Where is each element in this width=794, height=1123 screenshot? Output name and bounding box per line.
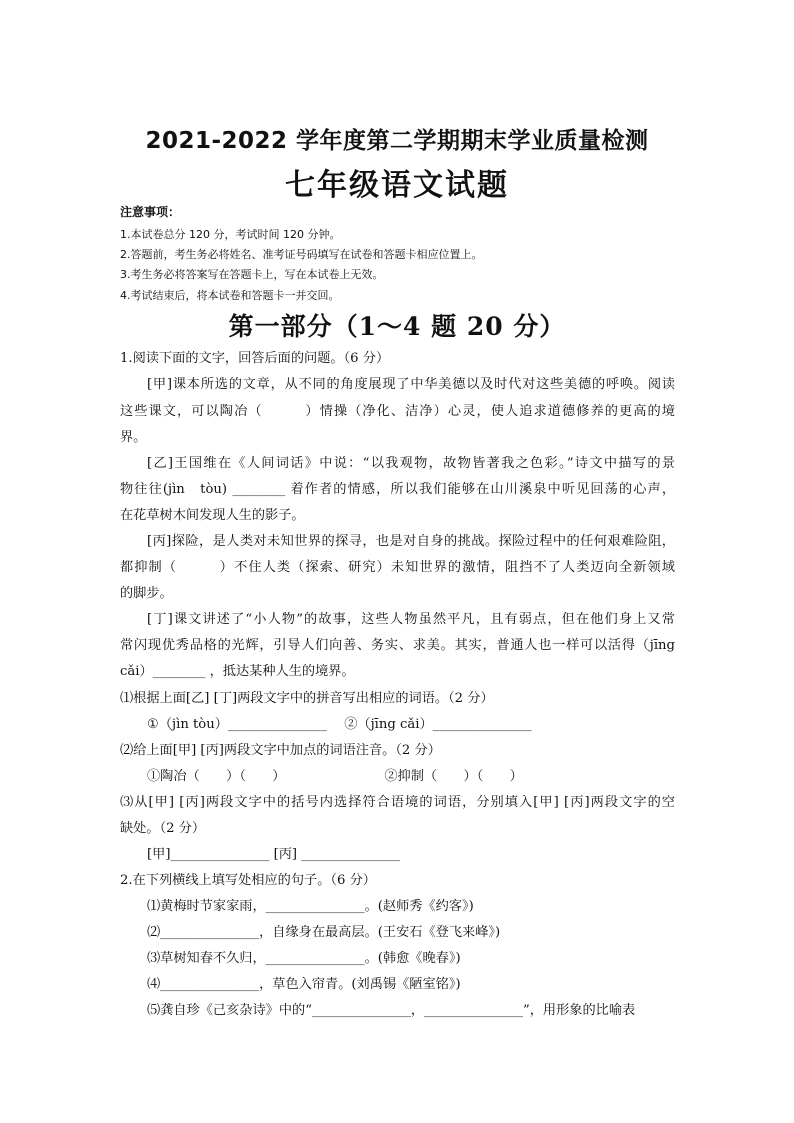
passage-line: [丁]课文讲述了“小人物”的故事，这些人物虽然平凡，且有弱点，但在他们身上又常 [147,612,675,627]
question-1-stem: 1.阅读下面的文字，回答后面的问题。（6 分） [120,351,390,366]
notes-heading: 注意事项： [120,205,181,219]
poem-fill-line: ⑸龚自珍《己亥杂诗》中的“_______________，_______________”，用形象的比喻表 [147,1003,636,1018]
note-item: 2.答题前，考生务必将姓名、准考证号码填写在试卷和答题卡相应位置上。 [120,248,483,261]
passage-line: 物往往(jìn tòu) ________ 着作者的情感，所以我们能够在山川溪泉中听见回荡的心声， [120,482,675,497]
passage-line: 常闪现优秀品格的光辉，引导人们向善、务实、求美。其实，普通人也一样可以活得（jīng [120,638,675,653]
passage-line: 在花草树木间发现人生的影子。 [120,508,305,523]
sub-question: ⑴根据上面[乙] [丁]两段文字中的拼音写出相应的词语。（2 分） [120,691,494,706]
answer-line: [甲]_______________ [丙] _______________ [147,847,401,862]
poem-fill-line: ⑴黄梅时节家家雨，_______________。(赵师秀《约客》) [147,899,474,914]
note-item: 4.考试结束后，将本试卷和答题卡一并交回。 [120,289,340,302]
answer-line: ①陶冶（ ）（ ） ②抑制（ ）（ ） [147,769,523,784]
exam-subtitle: 七年级语文试题 [285,168,509,203]
answer-line: ①（jìn tòu）_______________ ②（jīng cǎi）_______________ [147,717,532,732]
passage-line: 这些课文，可以陶冶（ ）情操（净化、洁净）心灵，使人追求道德修养的更高的境 [120,404,675,419]
passage-line: [丙]探险，是人类对未知世界的探寻，也是对自身的挑战。探险过程中的任何艰难险阻， [147,534,675,549]
passage-line: 的脚步。 [120,586,173,601]
question-2-stem: 2.在下列横线上填写处相应的句子。（6 分） [120,873,376,888]
poem-fill-line: ⑷_______________，草色入帘青。(刘禹锡《陋室铭》) [147,977,461,992]
passage-line: cǎi）________ ，抵达某种人生的境界。 [120,664,355,679]
passage-line: [乙]王国维在《人间词话》中说：“以我观物，故物皆著我之色彩。”诗文中描写的景 [147,456,675,471]
note-item: 1.本试卷总分 120 分，考试时间 120 分钟。 [120,228,341,241]
poem-fill-line: ⑶草树知春不久归，_______________。(韩愈《晚春》) [147,951,461,966]
exam-title: 2021-2022 学年度第二学期期末学业质量检测 [145,128,649,154]
passage-line: [甲]课本所选的文章，从不同的角度展现了中华美德以及时代对这些美德的呼唤。阅读 [147,377,675,392]
passage-line: 界。 [120,430,147,445]
note-item: 3.考生务必将答案写在答题卡上，写在本试卷上无效。 [120,268,384,281]
sub-question: ⑶从[甲] [丙]两段文字中的括号内选择符合语境的词语，分别填入[甲] [丙]两段文字的空 [120,795,675,810]
poem-fill-line: ⑵_______________，自缘身在最高层。(王安石《登飞来峰》) [147,925,501,940]
sub-question: ⑵给上面[甲] [丙]两段文字中加点的词语注音。（2 分） [120,743,441,758]
passage-line: 都抑制（ ）不住人类（探索、研究）未知世界的激情，阻挡不了人类迈向全新领域 [120,560,675,575]
part-title: 第一部分（1～4 题 20 分） [228,312,566,341]
sub-question: 缺处。（2 分） [120,821,206,836]
